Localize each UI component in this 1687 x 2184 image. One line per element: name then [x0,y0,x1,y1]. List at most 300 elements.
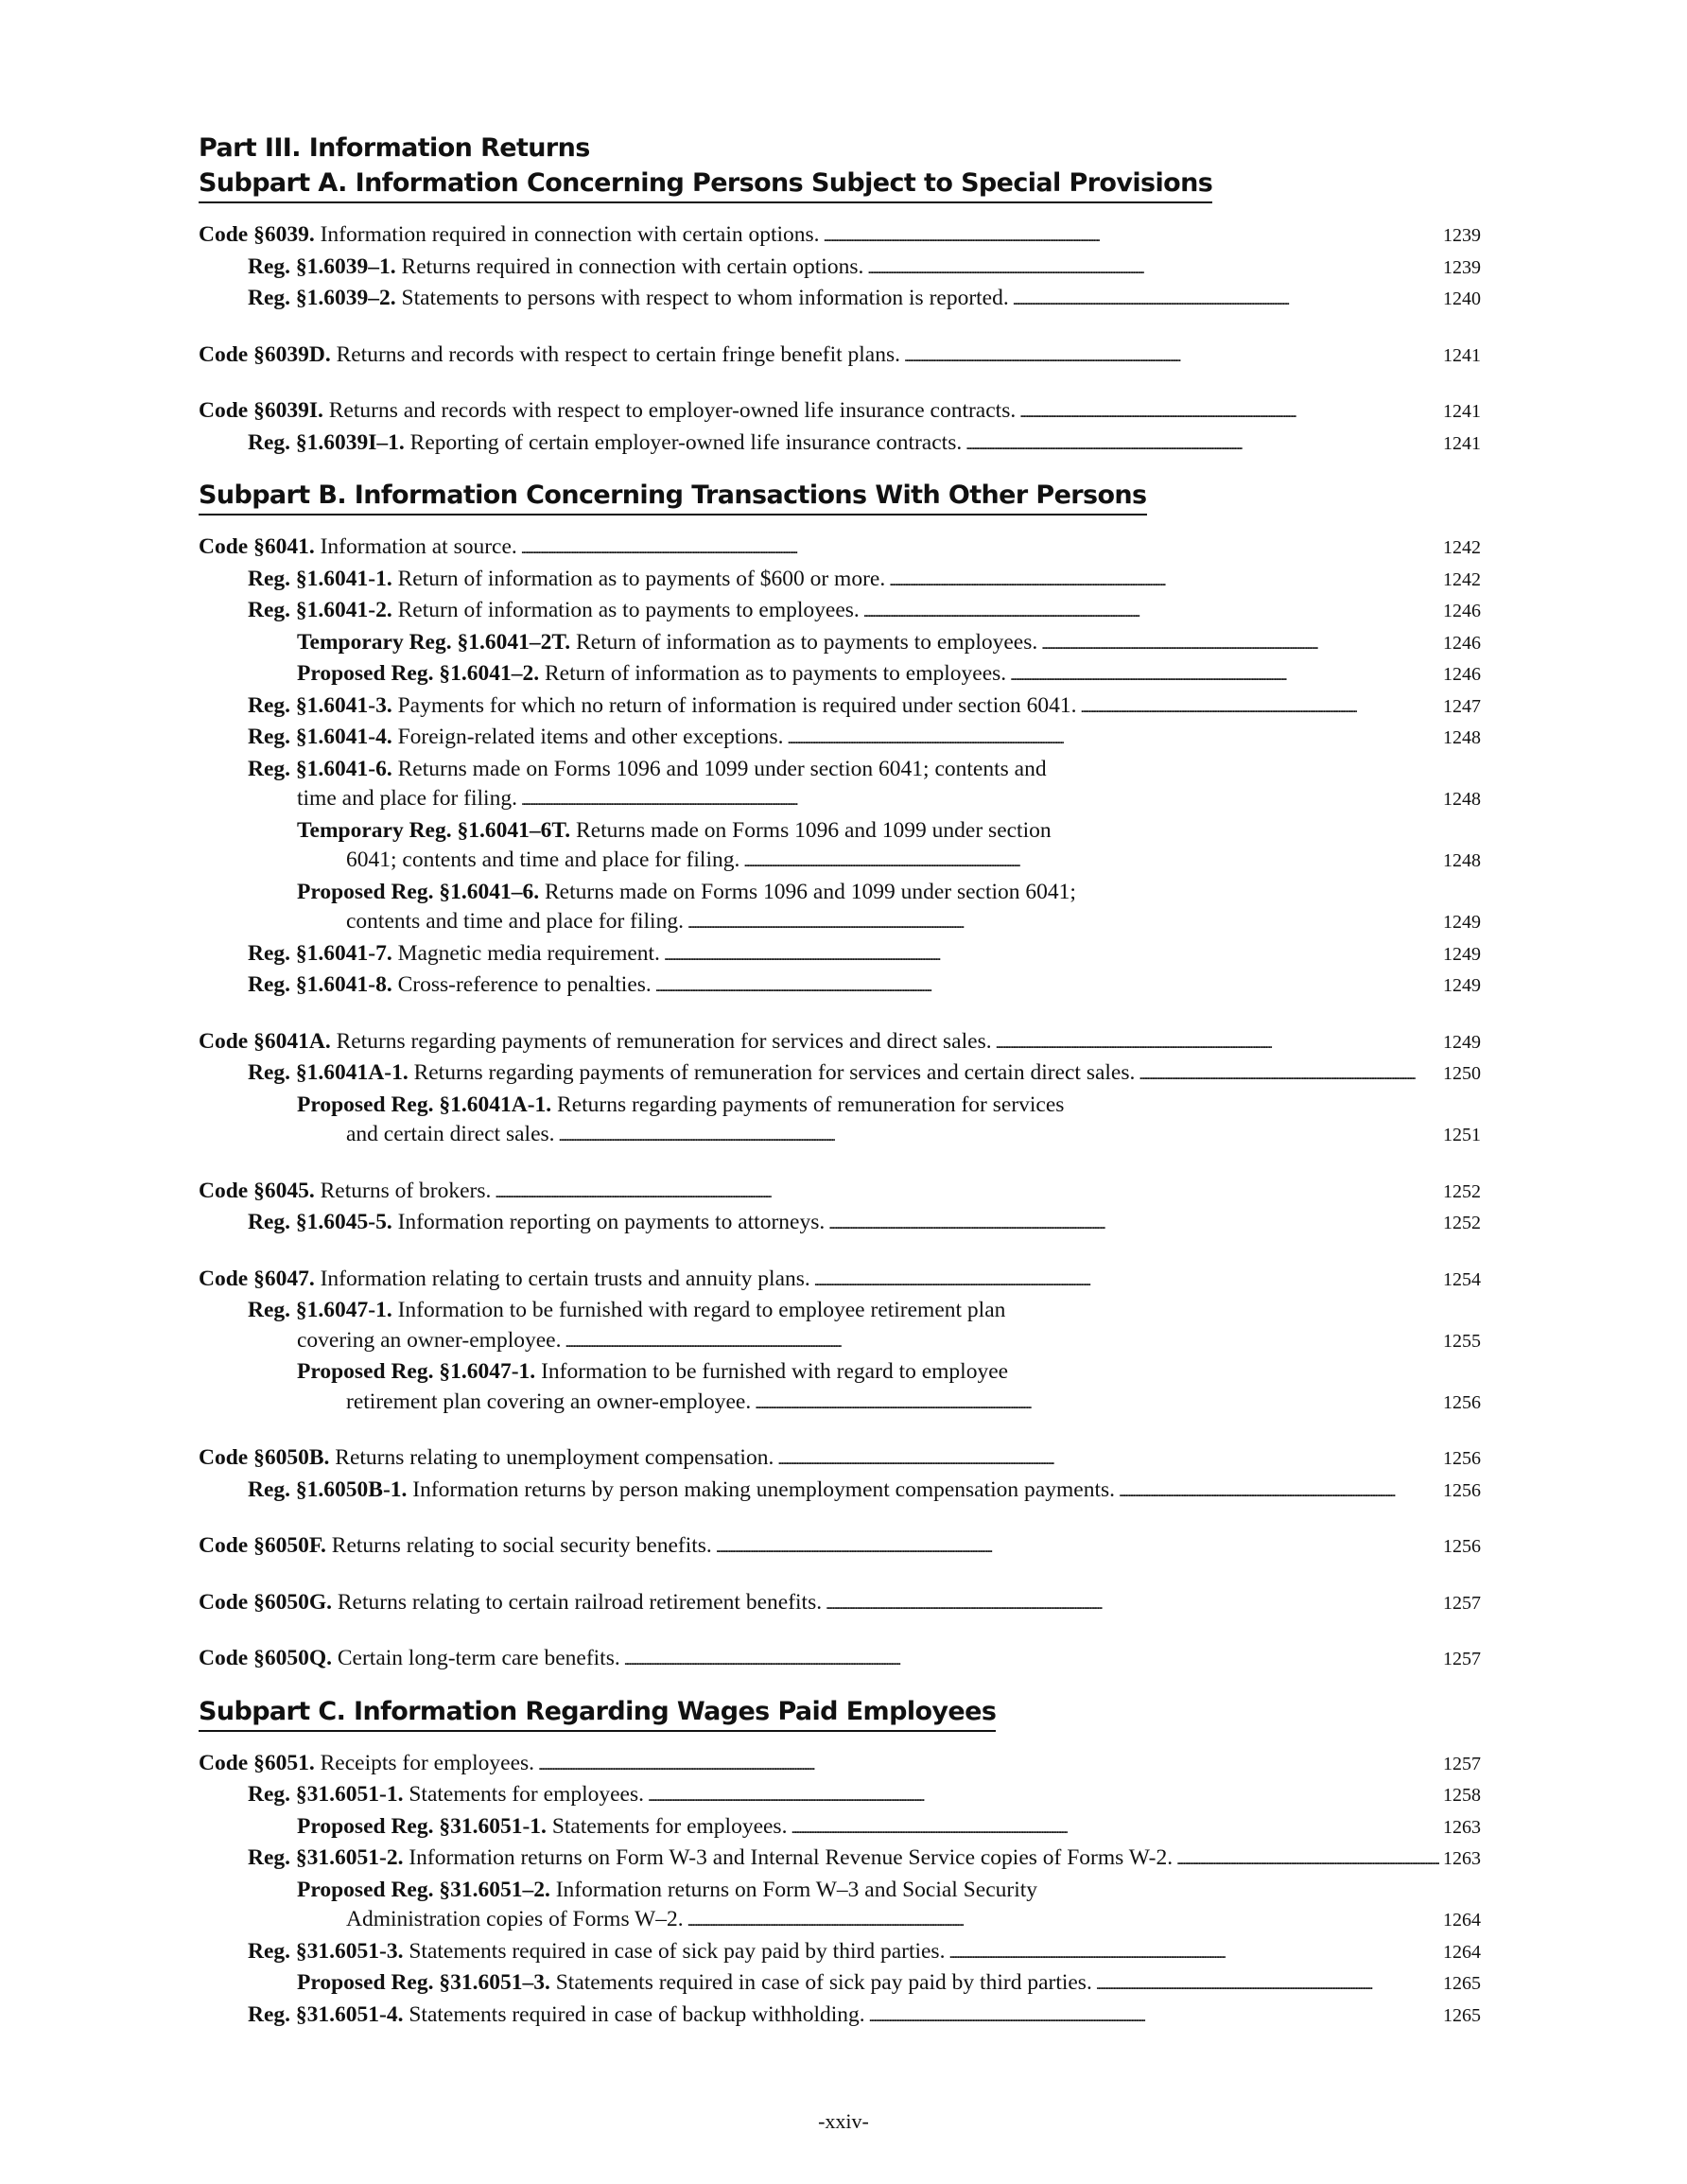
toc-page-number: 1251 [1443,1125,1481,1145]
toc-entry[interactable] [199,691,1481,724]
toc-entry[interactable] [199,1476,1481,1508]
toc-group [199,220,1481,316]
subpart-section [199,479,1481,1676]
dot-leader [1081,691,1440,724]
toc-page-number: 1247 [1443,695,1481,717]
toc-entry-head [297,628,1037,658]
dot-leader [904,341,1439,373]
toc-page-number: 1239 [1443,225,1481,246]
toc-entry-text: Statements required in case of sick pay paid by third parties. [409,1938,946,1964]
toc-entry-head [297,1968,1092,1999]
toc-entry-head [248,1476,1115,1506]
toc-page-number: 1256 [1443,1536,1481,1557]
toc-group [199,533,1481,1003]
toc-group [199,1588,1481,1620]
toc-page-number: 1252 [1443,1180,1481,1202]
toc-entry-text: Statements for employees. [409,1782,645,1807]
toc-entry-text: Returns and records with respect to employer-owned life insurance contracts. [328,398,1017,423]
toc-entry-line [297,1091,1481,1121]
toc-entry-head [199,1177,491,1207]
toc-entry-text: Information to be furnished with regard to employee retirement plan [397,1298,1006,1322]
toc-entry-line [248,596,1481,628]
toc-entry-text: Returns relating to social security benefits. [331,1533,712,1558]
toc-entry-text: Information to be furnished with regard to employee [541,1359,1009,1384]
part-title: Part III. Information Returns [199,133,590,163]
toc-page-number: 1241 [1443,401,1481,422]
toc-entry-line [248,253,1481,285]
toc-entry[interactable] [199,1968,1481,2001]
dot-leader [1139,1058,1439,1091]
toc-entry-head [248,723,783,753]
toc-page-number: 1241 [1443,432,1481,454]
toc-entry[interactable] [199,939,1481,971]
toc-entry-label: Code §6050Q. [199,1646,332,1670]
toc-page-number: 1242 [1443,537,1481,558]
toc-entry[interactable] [199,1443,1481,1476]
dot-leader [826,1588,1439,1620]
dot-leader [889,565,1439,597]
toc-entry-text: Returns relating to unemployment compensation. [335,1445,774,1470]
toc-entry[interactable] [199,1843,1481,1876]
toc-entry-head [248,1780,644,1810]
toc-page [199,131,1481,2051]
toc-entry-text: Returns required in connection with certain options. [401,253,864,279]
toc-entry[interactable] [199,1644,1481,1676]
toc-entry-line [248,1780,1481,1812]
dot-leader [791,1812,1439,1844]
toc-entry[interactable] [199,1265,1481,1297]
toc-entry-line [248,691,1481,724]
toc-entry-label: Code §6050B. [199,1445,330,1470]
toc-entry-label: Reg. §31.6051-4. [248,2001,404,2027]
toc-entry-label: Reg. §1.6039I–1. [248,429,405,455]
toc-entry-label: Code §6045. [199,1178,315,1203]
toc-entry[interactable] [199,878,1481,939]
dot-leader [559,1120,1439,1152]
dot-leader [655,970,1439,1003]
toc-entry-line [248,2001,1481,2033]
toc-entry-line [297,1812,1481,1844]
toc-entry-head [199,533,517,563]
toc-entry-head [199,1265,810,1295]
toc-entry-line [297,816,1481,847]
dot-leader [521,784,1439,816]
toc-entry-head [199,1443,774,1474]
dot-leader [1019,396,1439,428]
toc-entry-line [248,565,1481,597]
toc-entry-line [248,1937,1481,1969]
toc-entry-cont-text: covering an owner-employee. [297,1327,562,1353]
toc-entry-continuation [297,846,1481,878]
toc-entry-head [248,1937,945,1967]
toc-entry-text: Return of information as to payments to employees. [544,661,1007,686]
dot-leader [521,533,1439,565]
toc-entry-label: Proposed Reg. §1.6047-1. [297,1359,536,1384]
toc-entry-head [297,1357,1008,1388]
toc-entry[interactable] [199,1588,1481,1620]
toc-entry-text: Statements required in case of sick pay paid by third parties. [555,1970,1092,1995]
toc-entry-cont-text: and certain direct sales. [346,1122,555,1146]
toc-entry-label: Reg. §31.6051-2. [248,1845,404,1870]
toc-entry-line [248,1843,1481,1876]
toc-entry-head [248,755,1047,785]
toc-entry-head [248,1843,1173,1874]
toc-page-number: 1249 [1443,1031,1481,1053]
toc-page-number: 1263 [1443,1816,1481,1838]
toc-entry[interactable] [199,723,1481,755]
toc-entry-text: Returns of brokers. [320,1178,492,1203]
toc-entry-label: Code §6039D. [199,341,331,367]
toc-entry-head [199,1027,992,1057]
toc-page-number: 1256 [1443,1391,1481,1413]
toc-entry-cont-text: retirement plan covering an owner-employee. [346,1389,752,1414]
subpart-title: Subpart C. Information Regarding Wages Paid Employees [199,1695,996,1732]
toc-entry-line [297,628,1481,660]
toc-entry-head [248,970,652,1001]
subpart-section [199,1695,1481,2033]
toc-entry[interactable] [199,659,1481,691]
toc-entry-text: Return of information as to payments of $600 or more. [397,566,886,591]
toc-page-number: 1249 [1443,943,1481,965]
toc-page-number: 1248 [1443,727,1481,748]
dot-leader [1013,284,1439,316]
toc-entry-label: Proposed Reg. §31.6051-1. [297,1813,547,1839]
dot-leader [869,2001,1439,2033]
toc-entry-label: Temporary Reg. §1.6041–6T. [297,817,571,843]
toc-entry-head [248,1208,825,1238]
dot-leader [538,1749,1439,1781]
toc-entry-label: Reg. §1.6041-4. [248,725,392,749]
toc-entry-cont-text: 6041; contents and time and place for filing. [346,847,740,872]
toc-group [199,1443,1481,1507]
toc-group [199,1265,1481,1420]
toc-entry-head [199,1749,534,1779]
toc-page-number: 1257 [1443,1592,1481,1614]
toc-entry-head [199,1644,620,1674]
toc-entry-text: Information returns on Form W-3 and Internal Revenue Service copies of Forms W-2. [409,1845,1174,1870]
dot-leader [867,253,1439,285]
toc-entry-label: Reg. §1.6039–1. [248,253,396,279]
toc-page-number: 1248 [1443,850,1481,871]
toc-entry[interactable] [199,1177,1481,1209]
toc-page-number: 1254 [1443,1268,1481,1290]
toc-entry-label: Reg. §1.6047-1. [248,1298,392,1322]
toc-entry[interactable] [199,1296,1481,1357]
toc-entry-label: Code §6050G. [199,1589,332,1615]
toc-entry[interactable] [199,284,1481,316]
toc-entry[interactable] [199,1027,1481,1059]
dot-leader [824,220,1439,253]
toc-entry-head [297,878,1076,908]
toc-entry-text: Information reporting on payments to attorneys. [397,1210,826,1234]
subpart-section [199,166,1481,460]
toc-entry-line [199,1265,1481,1297]
toc-entry-cont-text: time and place for filing. [297,786,517,811]
toc-group [199,1027,1481,1152]
page-number: -xxiv- [818,2109,869,2133]
toc-page-number: 1258 [1443,1785,1481,1806]
toc-entry-label: Code §6041A. [199,1028,331,1054]
toc-group [199,1749,1481,2033]
toc-page-number: 1265 [1443,2004,1481,2026]
toc-entry-text: Information relating to certain trusts and annuity plans. [320,1266,810,1291]
dot-leader [965,428,1439,461]
toc-entry-text: Reporting of certain employer-owned life insurance contracts. [409,429,963,455]
toc-entry-head [248,1296,1005,1326]
toc-entry-text: Returns relating to certain railroad retirement benefits. [337,1589,823,1615]
toc-entry-head [199,341,900,371]
toc-entry-text: Foreign-related items and other exceptions. [397,725,784,749]
dot-leader [755,1388,1439,1420]
toc-group [199,341,1481,373]
toc-page-number: 1257 [1443,1649,1481,1669]
toc-entry-continuation [297,1905,1481,1937]
toc-entry[interactable] [199,341,1481,373]
toc-group [199,1177,1481,1240]
toc-page-number: 1246 [1443,601,1481,621]
toc-entry-label: Code §6039. [199,222,315,247]
toc-entry-label: Code §6041. [199,534,315,559]
toc-entry-line [248,723,1481,755]
toc-page-number: 1249 [1443,912,1481,933]
toc-entry-line [248,1296,1481,1326]
toc-entry-line [199,1531,1481,1564]
toc-page-number: 1248 [1443,789,1481,810]
toc-entry-cont-text: Administration copies of Forms W–2. [346,1907,684,1931]
toc-entry[interactable] [199,2001,1481,2033]
toc-entry[interactable] [199,220,1481,253]
toc-entry-label: Reg. §1.6050B-1. [248,1476,408,1502]
toc-entry-text: Certain long-term care benefits. [337,1646,620,1670]
toc-page-number: 1246 [1443,664,1481,685]
toc-entry-text: Returns regarding payments of remuneration for services and certain direct sales. [413,1060,1136,1085]
toc-entry-label: Reg. §1.6041-2. [248,598,392,622]
toc-entry-continuation [248,1326,1481,1358]
toc-entry[interactable] [199,1531,1481,1564]
toc-entry-text: Returns made on Forms 1096 and 1099 under section [576,817,1052,843]
toc-entry-head [248,691,1077,722]
toc-entry-head [248,2001,865,2031]
toc-entry-label: Temporary Reg. §1.6041–2T. [297,629,571,655]
toc-entry-line [297,1876,1481,1906]
toc-entry-line [248,970,1481,1003]
dot-leader [1041,628,1439,660]
toc-entry-line [297,1968,1481,2001]
dot-leader [624,1644,1439,1676]
toc-entry-head [297,659,1006,690]
toc-entry-label: Reg. §1.6041-1. [248,566,392,591]
toc-entry-head [248,596,860,626]
dot-leader [948,1937,1439,1969]
toc-entry[interactable] [199,1876,1481,1937]
toc-list [199,1749,1481,2033]
toc-page-number: 1264 [1443,1910,1481,1931]
toc-entry[interactable] [199,1749,1481,1781]
toc-page-number: 1256 [1443,1479,1481,1501]
toc-entry-label: Reg. §1.6041-7. [248,940,392,966]
toc-entry-line [199,1588,1481,1620]
toc-entry-head [248,939,660,970]
toc-entry-head [297,1091,1064,1121]
dot-leader [1119,1476,1439,1508]
toc-entry-line [248,755,1481,785]
toc-entry-label: Proposed Reg. §1.6041A-1. [297,1092,552,1117]
toc-entry-continuation [297,907,1481,939]
toc-entry[interactable] [199,628,1481,660]
toc-list [199,533,1481,1676]
toc-page-number: 1264 [1443,1941,1481,1963]
toc-entry-head [248,428,962,459]
toc-page-number: 1242 [1443,568,1481,590]
toc-page-number: 1255 [1443,1330,1481,1352]
dot-leader [687,1905,1439,1937]
toc-entry-label: Reg. §1.6041-3. [248,692,392,718]
toc-entry-label: Code §6050F. [199,1533,326,1558]
toc-entry[interactable] [199,1780,1481,1812]
toc-entry-text: Return of information as to payments to employees. [397,598,860,622]
toc-entry-line [297,1357,1481,1388]
toc-page-number: 1263 [1443,1848,1481,1869]
toc-entry-text: Statements for employees. [551,1813,788,1839]
toc-entry-line [199,1027,1481,1059]
toc-entry-label: Proposed Reg. §1.6041–2. [297,661,540,686]
toc-entry-label: Reg. §1.6045-5. [248,1210,392,1234]
toc-entry-line [297,659,1481,691]
dot-leader [565,1326,1439,1358]
toc-entry[interactable] [199,816,1481,878]
toc-entry-line [248,428,1481,461]
toc-entry-line [248,939,1481,971]
toc-group [199,396,1481,460]
dot-leader [828,1208,1439,1240]
toc-entry-text: Returns made on Forms 1096 and 1099 under section 6041; contents and [397,756,1047,781]
toc-entry[interactable] [199,533,1481,565]
toc-entry-line [248,1476,1481,1508]
toc-entry-line [248,1208,1481,1240]
toc-entry-label: Code §6047. [199,1266,315,1291]
toc-entry-label: Proposed Reg. §31.6051–3. [297,1970,550,1995]
toc-entry-continuation [297,1388,1481,1420]
toc-entry-head [248,1058,1135,1089]
toc-entry-label: Proposed Reg. §1.6041–6. [297,879,540,904]
toc-entry-head [248,253,863,283]
dot-leader [1010,659,1439,691]
toc-entry-cont-text: contents and time and place for filing. [346,909,684,934]
toc-entry-text: Returns regarding payments of remuneration for services and direct sales. [336,1028,992,1054]
dot-leader [648,1780,1439,1812]
toc-page-number: 1246 [1443,632,1481,654]
toc-entry[interactable] [199,1091,1481,1152]
toc-entry-label: Reg. §1.6041A-1. [248,1060,409,1085]
toc-entry-label: Code §6039I. [199,398,323,423]
toc-entry-head [297,1876,1037,1906]
toc-entry-line [199,1644,1481,1676]
toc-entry[interactable] [199,755,1481,816]
toc-entry-label: Reg. §1.6041-8. [248,972,392,997]
toc-group [199,1531,1481,1564]
toc-page-number: 1256 [1443,1448,1481,1469]
toc-entry-text: Returns made on Forms 1096 and 1099 under section 6041; [544,879,1076,904]
toc-entry[interactable] [199,970,1481,1003]
toc-entry[interactable] [199,428,1481,461]
toc-entry-line [297,878,1481,908]
dot-leader [787,723,1439,755]
toc-entry-text: Returns and records with respect to certain fringe benefit plans. [336,341,901,367]
toc-page-number: 1252 [1443,1213,1481,1233]
toc-entry-line [199,220,1481,253]
dot-leader [743,846,1439,878]
toc-entry-text: Information returns on Form W–3 and Social Security [555,1877,1038,1902]
toc-entry-head [199,1588,822,1618]
toc-entry-text: Return of information as to payments to employees. [576,629,1038,655]
toc-entry[interactable] [199,1812,1481,1844]
toc-entry-label: Proposed Reg. §31.6051–2. [297,1877,550,1902]
toc-entry[interactable] [199,396,1481,428]
toc-entry-text: Information at source. [320,534,517,559]
subpart-title: Subpart A. Information Concerning Persons Subject to Special Provisions [199,166,1212,203]
toc-entry[interactable] [199,253,1481,285]
dot-leader [716,1531,1439,1564]
dot-leader [1096,1968,1439,2001]
toc-entry-head [199,220,820,251]
toc-entry-continuation [248,784,1481,816]
dot-leader [664,939,1439,971]
toc-entry-text: Information required in connection with certain options. [320,222,820,247]
dot-leader [996,1027,1439,1059]
dot-leader [687,907,1439,939]
toc-entry[interactable] [199,565,1481,597]
toc-entry-label: Reg. §31.6051-3. [248,1938,404,1964]
toc-entry-text: Magnetic media requirement. [397,940,660,966]
toc-page-number: 1257 [1443,1753,1481,1774]
toc-entry-text: Statements to persons with respect to whom information is reported. [401,286,1009,310]
toc-entry-head [297,816,1052,847]
toc-entry-head [248,284,1009,314]
dot-leader [495,1177,1439,1209]
toc-entry-label: Reg. §1.6039–2. [248,286,396,310]
toc-entry-line [199,1177,1481,1209]
toc-entry-head [199,1531,712,1562]
toc-entry[interactable] [199,1058,1481,1091]
toc-entry-line [248,1058,1481,1091]
toc-entry-line [199,1749,1481,1781]
toc-entry-label: Reg. §1.6041-6. [248,756,392,781]
subpart-title: Subpart B. Information Concerning Transactions With Other Persons [199,479,1147,515]
toc-entry-line [199,1443,1481,1476]
toc-entry[interactable] [199,596,1481,628]
toc-list [199,220,1481,460]
dot-leader [814,1265,1439,1297]
toc-page-number: 1240 [1443,288,1481,309]
toc-entry[interactable] [199,1357,1481,1419]
toc-entry-line [199,533,1481,565]
toc-entry-label: Code §6051. [199,1750,315,1775]
toc-entry-label: Reg. §31.6051-1. [248,1782,404,1807]
toc-page-number: 1239 [1443,256,1481,278]
dot-leader [863,596,1439,628]
toc-entry-head [248,565,885,595]
dot-leader [777,1443,1439,1476]
toc-entry[interactable] [199,1208,1481,1240]
toc-page-number: 1241 [1443,344,1481,366]
toc-entry-text: Returns regarding payments of remuneration for services [557,1092,1065,1117]
toc-entry[interactable] [199,1937,1481,1969]
toc-entry-head [297,1812,787,1843]
toc-entry-line [199,396,1481,428]
dot-leader [1176,1843,1439,1876]
toc-entry-text: Statements required in case of backup withholding. [409,2001,865,2027]
toc-entry-line [248,284,1481,316]
